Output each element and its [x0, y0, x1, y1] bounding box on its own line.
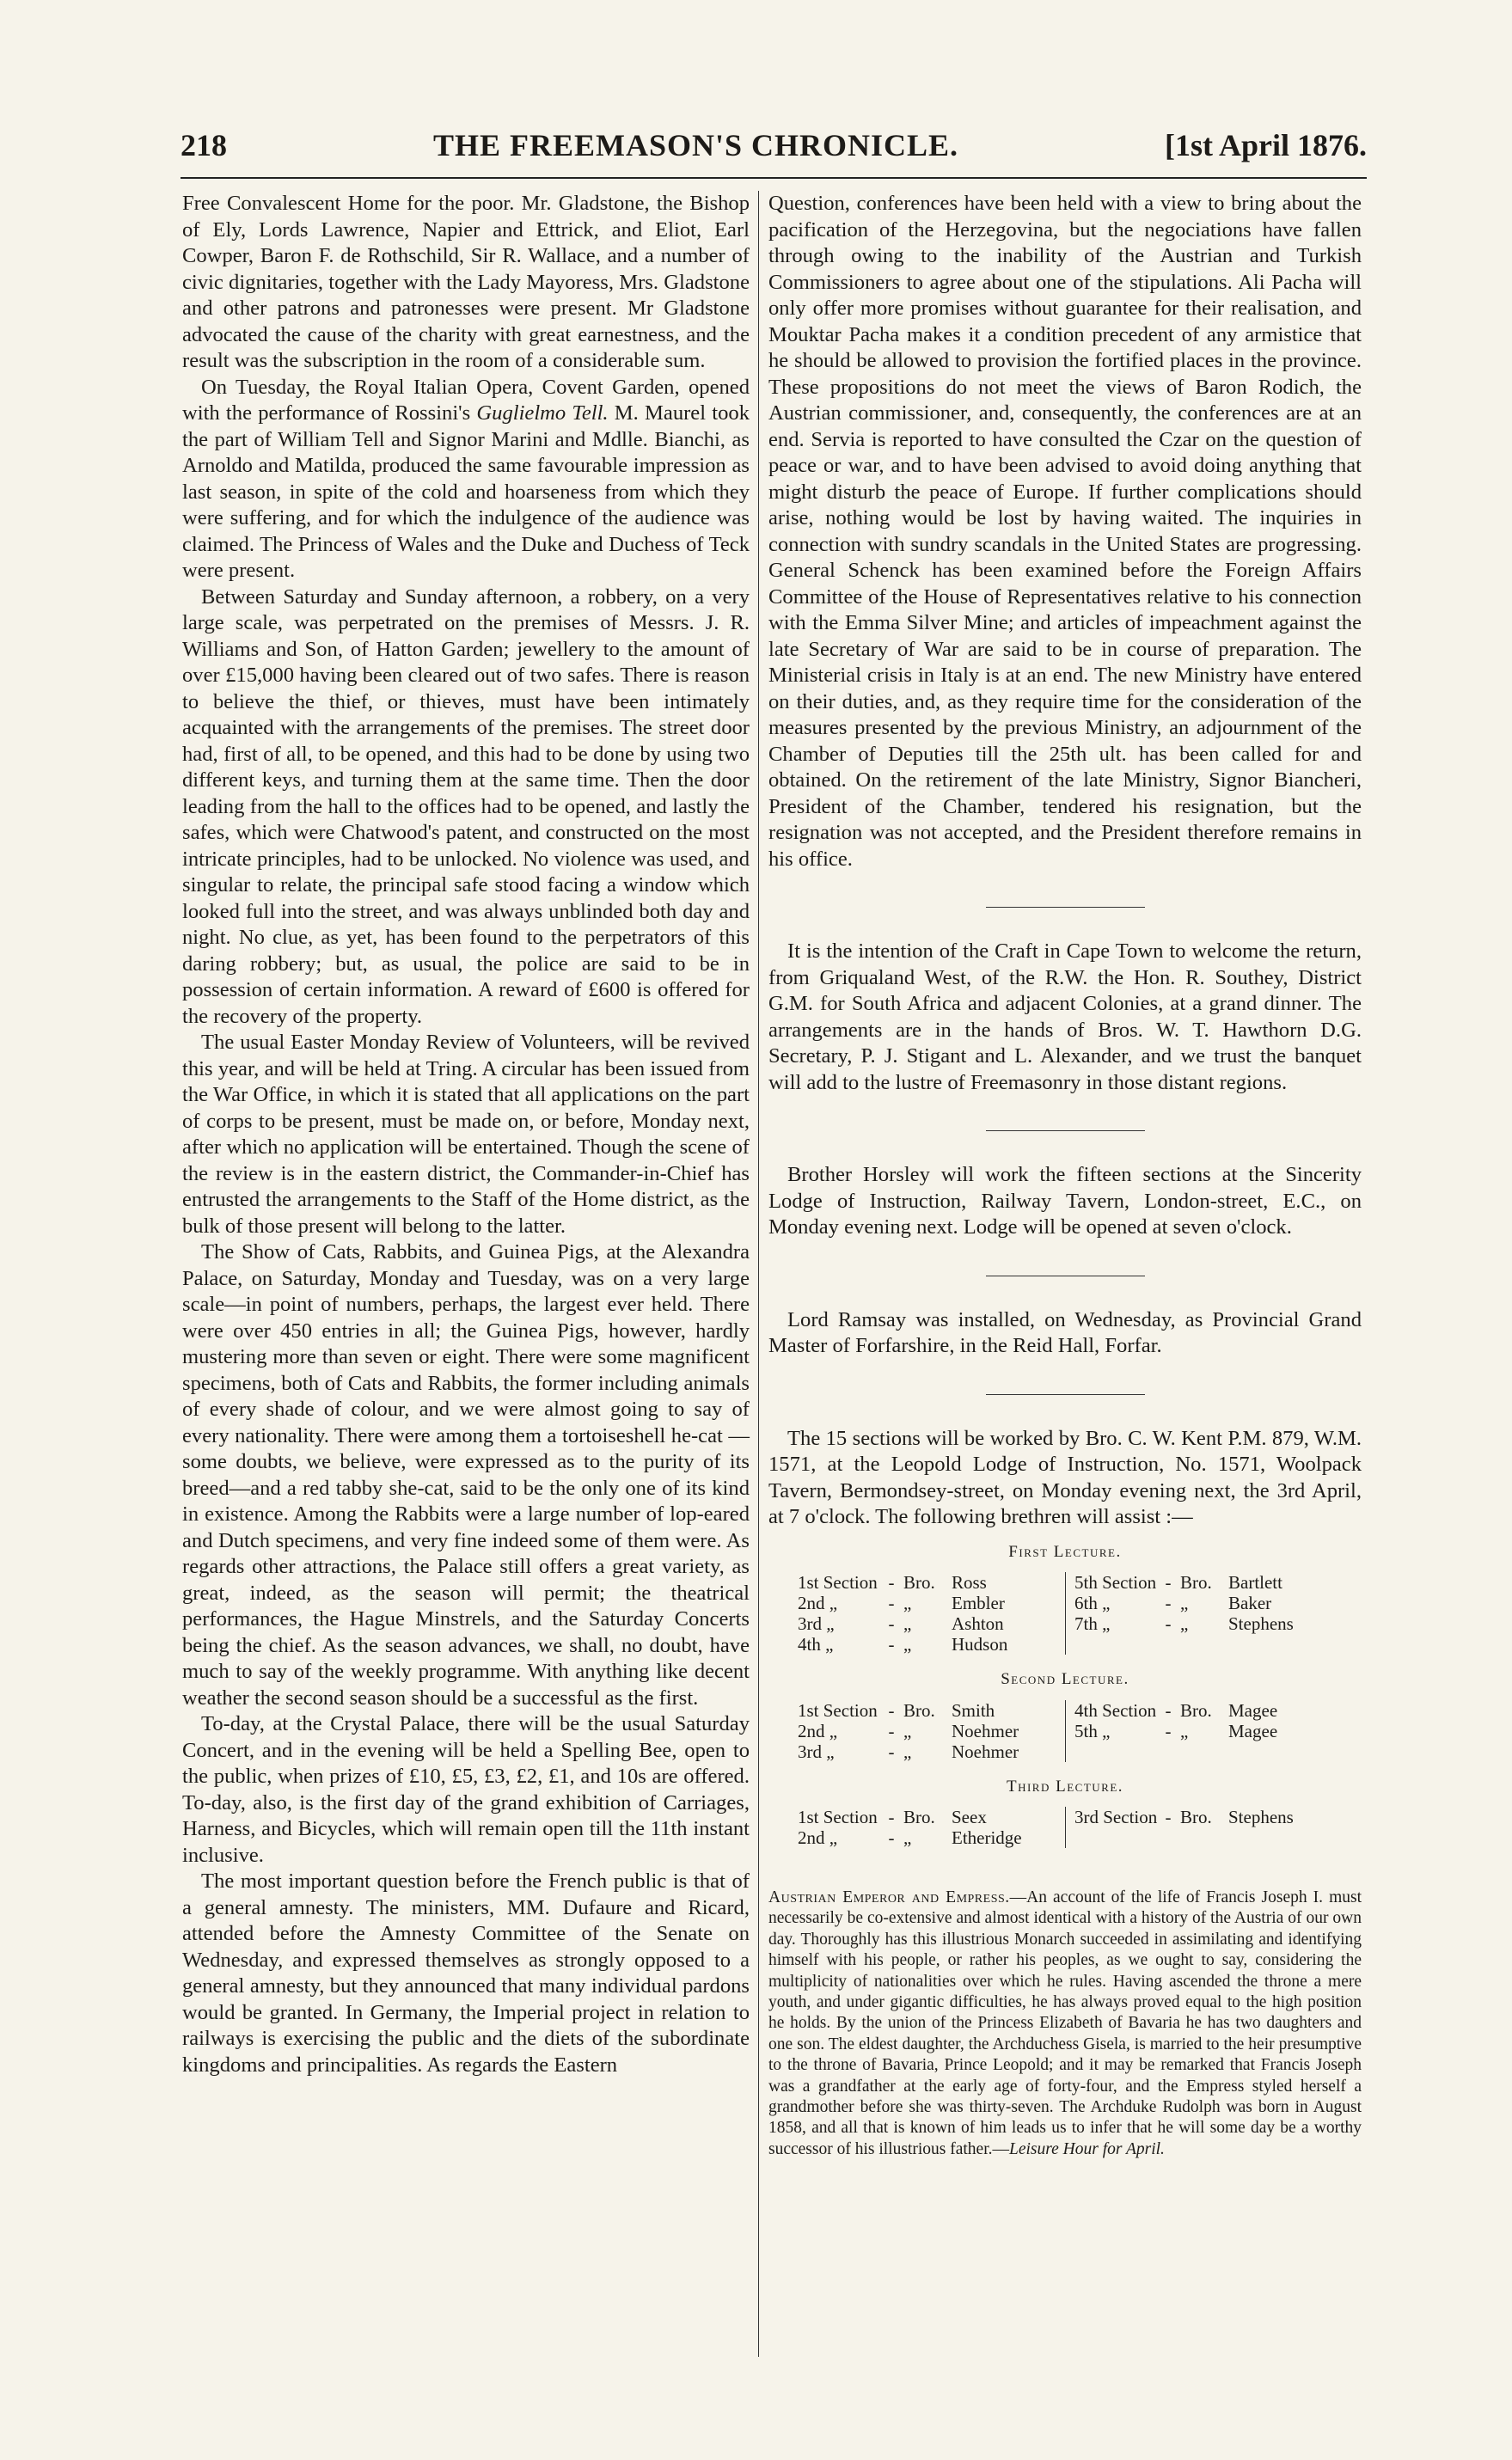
brother-name: Magee — [1228, 1720, 1278, 1741]
bro-label: Bro. — [1180, 1572, 1212, 1593]
newspaper-title: THE FREEMASON'S CHRONICLE. — [432, 128, 959, 162]
lecture-table — [789, 1572, 1341, 1655]
lecture-right — [1065, 1807, 1341, 1848]
section-label: 6th „ — [1074, 1593, 1111, 1613]
lecture-row — [798, 1593, 1056, 1613]
article-paragraph: Question, conferences have been held with a view to bring about the pacification of the Herzegovina, but the negociations have fallen through owing to the inability of the Austrian and Turkish Commissioners to agree about one of the stipulations. Ali Pacha will only offer more promises without guarantee for their realisation, and Mouktar Pacha makes it a condition precedent of any armistice that he should be allowed to provision the fortified places in the province. These propositions do not meet the views of Baron Rodich, the Austrian commissioner, and, consequently, the conferences are at an end. Servia is reported to have consulted the Czar on the question of peace or war, and to have been advised to avoid doing anything that might disturb the peace of Europe. If further complications should arise, nothing would be lost by having waited. The inquiries in connection with sundry scandals in the United States are progressing. General Schenck has been examined before the Foreign Affairs Committee of the House of Representatives relative to his connection with the Emma Silver Mine; and articles of impeachment against the late Secretary of War are said to be in course of preparation. The Ministerial crisis in Italy is at an end. The new Ministry have entered on their duties, and, as they require time for the consideration of the measures presented by the previous Ministry, an adjournment of the Chamber of Deputies till the 25th ult. has been called for and obtained. On the retirement of the late Ministry, Signor Biancheri, President of the Chamber, tendered his resignation, but the resignation was not accepted, and the President therefore remains in his office. — [768, 192, 1362, 871]
opera-title: Guglielmo Tell. — [476, 401, 609, 425]
lecture-heading: First Lecture. — [1008, 1542, 1122, 1561]
lecture-2 — [768, 1667, 1362, 1762]
dash: - — [1165, 1572, 1172, 1593]
section-label: 3rd Section — [1074, 1807, 1158, 1827]
brother-name: Embler — [952, 1593, 1005, 1613]
lecture-table — [789, 1700, 1341, 1762]
right-column — [768, 191, 1362, 2160]
brother-name: Magee — [1228, 1699, 1278, 1721]
article-paragraph: The Show of Cats, Rabbits, and Guinea Pigs, at the Alexandra Palace, on Saturday, Monday and Tuesday, was on a very large scale—in point of numbers, perhaps, the largest ever held. There were over 450 entries in all; the Guinea Pigs, however, hardly mustering more than seven or eight. There were some magnificent specimens, both of Cats and Rabbits, the former including animals of every shade of colour, and we were almost going to say of every nationality. There were among them a tortoiseshell he-cat —some doubts, we believe, were expressed as to the purity of its breed—and a red tabby she-cat, said to be the only one of its kind in existence. Among the Rabbits were a large number of lop-eared and Dutch specimens, and very fine indeed some of them were. As regards other attractions, the Palace still offers a great variety, as great, indeed, as the season will permit; the theatrical performances, the Hague Minstrels, and the Saturday Concerts being the chief. As the season advances, we shall, no doubt, have much to say of the weekly programme. With anything like decent weather the second season should be a successful as the first. — [182, 1240, 750, 1710]
brother-name: Stephens — [1228, 1807, 1294, 1827]
text-run: M. Maurel took the part of William Tell and Signor Marini and Mdlle. Bianchi, as Arnoldo and Matilda, produced the same favourable impression as last season, in spite of the cold and hoarseness from which they were suffering, and for which the indulgence of the audience was claimed. The Princess of Wales and the Duke and Duchess of Teck were present. — [182, 401, 750, 582]
lecture-table — [789, 1807, 1341, 1848]
bro-label: „ — [1180, 1720, 1189, 1741]
article-citation: Leisure Hour for April. — [1009, 2139, 1165, 2158]
left-column — [182, 191, 750, 2078]
lecture-row — [1074, 1807, 1332, 1827]
brother-name: Bartlett — [1228, 1572, 1282, 1593]
article-paragraph: The most important question before the French public is that of a general amnesty. The ministers, MM. Dufaure and Ricard, attended before the Amnesty Committee of the Senate on Wednesday, and expressed themselves as strongly opposed to a general amnesty, but they announced that many individual pardons would be granted. In Germany, the Imperial project in relation to railways is exercising the public and the diets of the subordinate kingdoms and principalities. As regards the Eastern — [182, 1869, 750, 2077]
bro-label: „ — [903, 1593, 912, 1613]
lecture-left — [789, 1807, 1065, 1848]
bro-label: „ — [903, 1720, 912, 1741]
dash: - — [1165, 1593, 1172, 1613]
notice-horsley: Brother Horsley will work the fifteen sections at the Sincerity Lodge of Instruction, Railway Tavern, London-street, E.C., on Monday evening next. Lodge will be opened at seven o'clock. — [768, 1163, 1362, 1239]
section-label: 1st Section — [798, 1699, 878, 1721]
section-label: 3rd „ — [798, 1741, 835, 1762]
dash: - — [888, 1572, 895, 1593]
brother-name: Noehmer — [952, 1720, 1019, 1741]
lecture-row — [1074, 1700, 1332, 1721]
section-label: 1st Section — [798, 1807, 878, 1827]
lecture-heading: Third Lecture. — [1006, 1777, 1124, 1796]
bro-label: „ — [903, 1634, 912, 1655]
lecture-row — [1074, 1572, 1332, 1593]
brother-name: Baker — [1228, 1593, 1272, 1613]
section-label: 3rd „ — [798, 1613, 835, 1634]
bro-label: „ — [903, 1741, 912, 1762]
header-rule — [181, 177, 1367, 179]
brother-name: Ashton — [952, 1613, 1004, 1634]
article-paragraph: Between Saturday and Sunday afternoon, a robbery, on a very large scale, was perpetrated on the premises of Messrs. J. R. Williams and Son, of Hatton Garden; jewellery to the amount of over £15,000 having been cleared out of two safes. There is reason to believe the thief, or thieves, must have been intimately acquainted with the arrangements of the premises. The street door had, first of all, to be opened, and this had to be done by using two different keys, and turning them at the same time. Then the door leading from the hall to the offices had to be opened, and lastly the safes, which were Chatwood's patent, and constructed on the most intricate principles, had to be unlocked. No violence was used, and singular to relate, the principal safe stood facing a window which looked full into the street, and was always unblinded both day and night. No clue, as yet, has been found to the perpetrators of this daring robbery; but, as usual, the police are said to be in possession of certain information. A reward of £600 is offered for the recovery of the property. — [182, 584, 750, 1028]
dash: - — [1165, 1807, 1172, 1827]
brother-name: Stephens — [1228, 1613, 1294, 1634]
brother-name: Noehmer — [952, 1741, 1019, 1762]
dash: - — [888, 1593, 895, 1613]
article-paragraph: Free Convalescent Home for the poor. Mr. Gladstone, the Bishop of Ely, Lords Lawrence, Napier and Ettrick, and Eliot, Earl Cowper, Baron F. de Rothschild, Sir R. Wallace, and a number of civic dignitaries, together with the Lady Mayoress, Mrs. Gladstone and other patrons and patronesses were present. Mr Gladstone advocated the cause of the charity with great earnestness, and the result was the subscription in the room of a considerable sum. — [182, 192, 750, 372]
austrian-emperor-article — [768, 1888, 1362, 2160]
text-run: On Tuesday, the Royal Italian Opera, Covent Garden, opened with the performance of Rossini's — [182, 375, 750, 425]
lecture-row — [798, 1700, 1056, 1721]
section-label: 5th „ — [1074, 1720, 1111, 1741]
dash: - — [888, 1634, 895, 1655]
brother-name: Etheridge — [952, 1827, 1022, 1848]
lecture-right — [1065, 1572, 1341, 1655]
bro-label: Bro. — [903, 1572, 935, 1593]
lecture-row — [1074, 1593, 1332, 1613]
bro-label: Bro. — [1180, 1699, 1212, 1721]
article-paragraph — [182, 375, 750, 584]
lecture-row — [1074, 1613, 1332, 1634]
dash: - — [888, 1720, 895, 1741]
dash: - — [888, 1613, 895, 1634]
dash: - — [1165, 1699, 1172, 1721]
article-paragraph: The usual Easter Monday Review of Volunteers, will be revived this year, and will be held at Tring. A circular has been issued from the War Office, in which it is stated that all applications on the part of corps to be present, must be made on, or before, Monday next, after which no application will be entertained. Though the scene of the review is in the eastern district, the Commander-in-Chief has entrusted the arrangements to the Staff of the Home district, as the bulk of those present will belong to the latter. — [182, 1031, 750, 1238]
brother-name: Seex — [952, 1807, 987, 1827]
bro-label: „ — [1180, 1613, 1189, 1634]
brother-name: Ross — [952, 1572, 987, 1593]
lecture-row — [798, 1741, 1056, 1762]
bro-label: Bro. — [903, 1699, 935, 1721]
notice-sections: The 15 sections will be worked by Bro. C. W. Kent P.M. 879, W.M. 1571, at the Leopold Lodge of Instruction, No. 1571, Woolpack Tavern, Bermondsey-street, on Monday evening next, the 3rd April, at 7 o'clock. The following brethren will assist :— — [768, 1426, 1362, 1528]
section-label: 4th Section — [1074, 1699, 1157, 1721]
dash: - — [888, 1741, 895, 1762]
bro-label: „ — [1180, 1593, 1189, 1613]
dash: - — [888, 1827, 895, 1848]
bro-label: „ — [903, 1613, 912, 1634]
article-lead: Austrian Emperor and Empress. — [768, 1888, 1010, 1906]
lecture-heading: Second Lecture. — [1001, 1670, 1129, 1688]
bro-label: Bro. — [1180, 1807, 1212, 1827]
lecture-left — [789, 1572, 1065, 1655]
bro-label: „ — [903, 1827, 912, 1848]
lecture-row — [798, 1807, 1056, 1827]
article-body: —An account of the life of Francis Joseph I. must necessarily be co-extensive and almost identical with a history of the Austria of our own day. Thoroughly has this illustrious Monarch succeeded in assimilating and identifying himself with his people, or rather his peoples, as we ought to say, considering the multiplicity of nationalities over which he rules. Having ascended the throne a mere youth, and under gigantic difficulties, he has always proved equal to the high position he holds. By the union of the Princess Elizabeth of Bavaria he has two daughters and one son. The eldest daughter, the Archduchess Gisela, is married to the heir presumptive to the throne of Bavaria, Prince Leopold; and it may be remarked that Francis Joseph was a grandfather at the early age of forty-four, and the Empress styled herself a grandmother before she was thirty-seven. The Archduke Rudolph was born in August 1858, and all that is known of him leads us to infer that he will some day be a worthy successor of his illustrious father.— — [768, 1888, 1362, 2158]
section-label: 2nd „ — [798, 1720, 838, 1741]
dash: - — [888, 1699, 895, 1721]
masthead — [181, 127, 1367, 172]
lecture-row — [798, 1827, 1056, 1848]
article-paragraph: To-day, at the Crystal Palace, there will be the usual Saturday Concert, and in the evening will be held a Spelling Bee, open to the public, when prizes of £10, £5, £3, £2, £1, and 10s are offered. To-day, also, is the first day of the grand exhibition of Carriages, Harness, and Bicycles, which will remain open till the 11th instant inclusive. — [182, 1712, 750, 1867]
section-separator — [986, 1394, 1145, 1395]
section-separator — [986, 907, 1145, 908]
brother-name: Smith — [952, 1699, 995, 1721]
dash: - — [1165, 1720, 1172, 1741]
dash: - — [888, 1807, 895, 1827]
lecture-right — [1065, 1700, 1341, 1762]
lecture-row — [1074, 1721, 1332, 1741]
lecture-3 — [768, 1774, 1362, 1849]
section-label: 7th „ — [1074, 1613, 1111, 1634]
lecture-row — [798, 1613, 1056, 1634]
section-separator — [986, 1130, 1145, 1131]
section-label: 1st Section — [798, 1572, 878, 1593]
bro-label: Bro. — [903, 1807, 935, 1827]
lecture-1 — [768, 1539, 1362, 1655]
lecture-row — [798, 1634, 1056, 1655]
section-label: 2nd „ — [798, 1827, 838, 1848]
column-divider — [758, 191, 759, 2357]
section-label: 4th „ — [798, 1634, 834, 1655]
section-label: 2nd „ — [798, 1593, 838, 1613]
notice-cape-town: It is the intention of the Craft in Cape Town to welcome the return, from Griqualand West, of the R.W. the Hon. R. Southey, District G.M. for South Africa and adjacent Colonies, at a grand dinner. The arrangements are in the hands of Bros. W. T. Hawthorn D.G. Secretary, P. J. Stigant and L. Alexander, and we trust the banquet will add to the lustre of Freemasonry in those distant regions. — [768, 939, 1362, 1094]
brother-name: Hudson — [952, 1634, 1008, 1655]
section-label: 5th Section — [1074, 1572, 1157, 1593]
issue-date: [1st April 1876. — [1164, 128, 1367, 162]
lecture-row — [798, 1721, 1056, 1741]
lecture-left — [789, 1700, 1065, 1762]
dash: - — [1165, 1613, 1172, 1634]
page-number: 218 — [181, 128, 227, 162]
lecture-row — [798, 1572, 1056, 1593]
notice-ramsay: Lord Ramsay was installed, on Wednesday, as Provincial Grand Master of Forfarshire, in the Reid Hall, Forfar. — [768, 1307, 1362, 1357]
